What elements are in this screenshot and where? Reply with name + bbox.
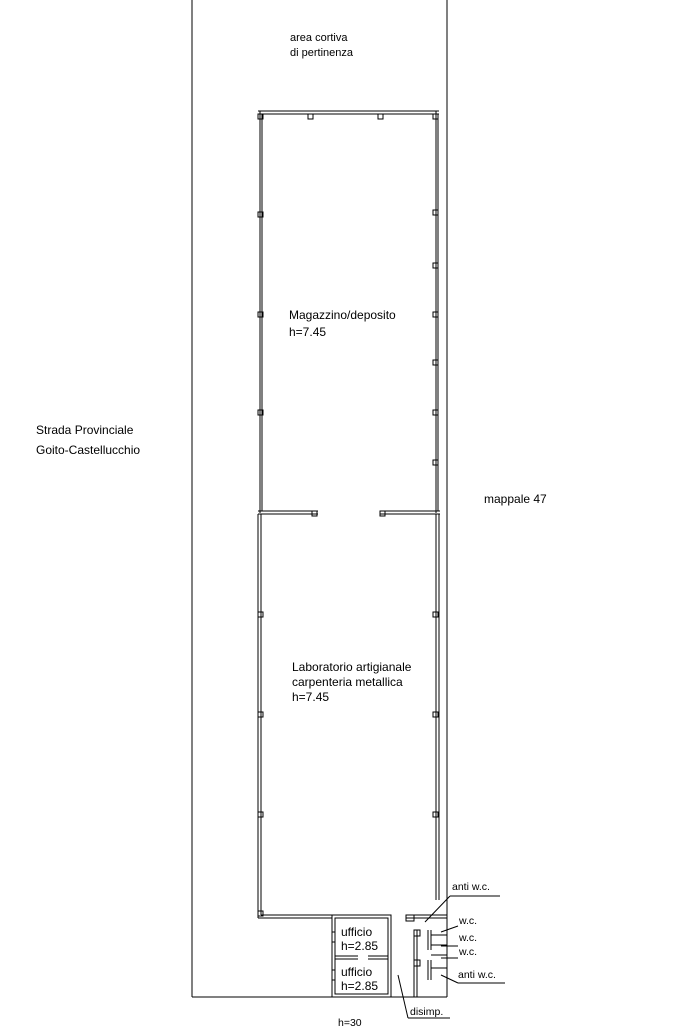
lot-boundary [192, 0, 447, 997]
cut-off-label: h=30 [338, 1017, 362, 1029]
dividing-wall [258, 511, 440, 516]
wc-label-1: w.c. [459, 915, 478, 927]
yard-label-line2: di pertinenza [290, 47, 353, 59]
office2-height: h=2.85 [341, 979, 379, 993]
corridor-label: disimp. [410, 1006, 444, 1018]
warehouse-height: h=7.45 [289, 325, 327, 339]
workshop-name-line1: Laboratorio artigianale [292, 660, 412, 674]
neighbor-parcel-label: mappale 47 [484, 492, 547, 506]
warehouse-name: Magazzino/deposito [289, 308, 396, 322]
office2-name: ufficio [341, 965, 373, 979]
road-label-line1: Strada Provinciale [36, 423, 134, 437]
workshop-walls [258, 514, 439, 918]
wc-label-2: w.c. [459, 932, 478, 944]
road-label-line2: Goito-Castellucchio [36, 443, 141, 457]
services-block [406, 915, 447, 997]
office1-height: h=2.85 [341, 939, 379, 953]
office1-name: ufficio [341, 925, 373, 939]
wc-label-3: w.c. [459, 946, 478, 958]
workshop-height: h=7.45 [292, 690, 330, 704]
antiwc-bottom-label: anti w.c. [458, 969, 496, 981]
antiwc-top-label: anti w.c. [452, 881, 490, 893]
yard-label-line1: area cortiva [290, 32, 348, 44]
workshop-name-line2: carpenteria metallica [292, 675, 403, 689]
